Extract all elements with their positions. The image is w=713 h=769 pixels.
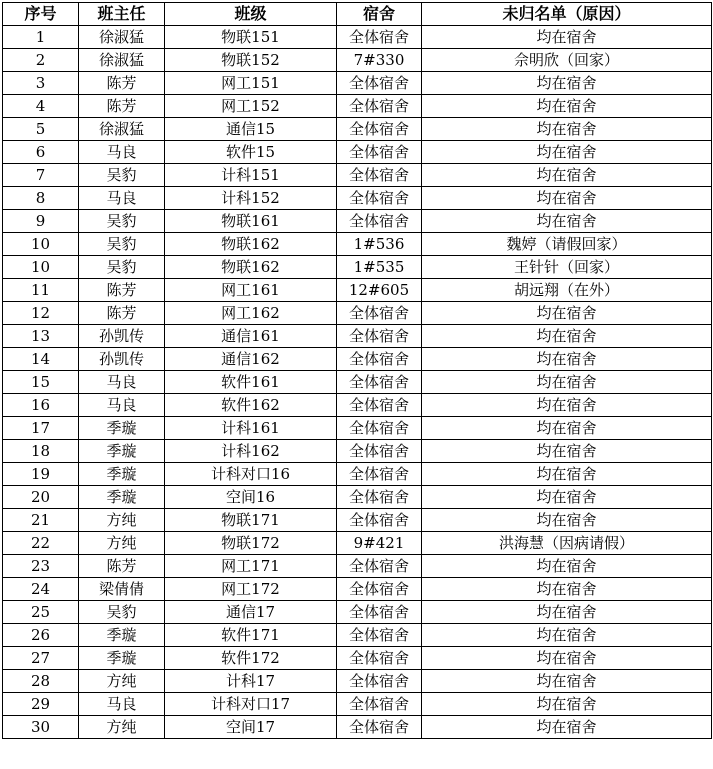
cell-head-teacher: 季璇	[79, 486, 165, 509]
table-row	[3, 417, 712, 440]
cell-absent-reason: 均在宿舍	[422, 394, 712, 417]
cell-index: 9	[3, 210, 79, 233]
cell-class: 计科151	[165, 164, 337, 187]
cell-class: 计科162	[165, 440, 337, 463]
cell-index: 28	[3, 670, 79, 693]
cell-dorm: 全体宿舍	[337, 118, 422, 141]
cell-head-teacher: 吴豹	[79, 210, 165, 233]
cell-absent-reason: 均在宿舍	[422, 141, 712, 164]
cell-index: 20	[3, 486, 79, 509]
cell-dorm: 全体宿舍	[337, 187, 422, 210]
cell-head-teacher: 马良	[79, 141, 165, 164]
cell-dorm: 1#536	[337, 233, 422, 256]
cell-head-teacher: 方纯	[79, 716, 165, 739]
cell-index: 4	[3, 95, 79, 118]
cell-index: 17	[3, 417, 79, 440]
cell-dorm: 全体宿舍	[337, 371, 422, 394]
cell-class: 网工151	[165, 72, 337, 95]
cell-index: 10	[3, 256, 79, 279]
cell-absent-reason: 均在宿舍	[422, 164, 712, 187]
cell-class: 软件15	[165, 141, 337, 164]
header-absent-list: 未归名单（原因）	[422, 3, 712, 26]
cell-absent-reason: 均在宿舍	[422, 463, 712, 486]
cell-head-teacher: 季璇	[79, 440, 165, 463]
table-row	[3, 624, 712, 647]
cell-absent-reason: 魏婷（请假回家）	[422, 233, 712, 256]
cell-class: 物联151	[165, 26, 337, 49]
table-body	[3, 26, 712, 739]
cell-index: 5	[3, 118, 79, 141]
cell-class: 软件171	[165, 624, 337, 647]
cell-class: 通信15	[165, 118, 337, 141]
cell-head-teacher: 陈芳	[79, 302, 165, 325]
cell-absent-reason: 均在宿舍	[422, 187, 712, 210]
cell-absent-reason: 均在宿舍	[422, 118, 712, 141]
table-row	[3, 578, 712, 601]
cell-head-teacher: 方纯	[79, 532, 165, 555]
cell-absent-reason: 均在宿舍	[422, 348, 712, 371]
cell-class: 网工152	[165, 95, 337, 118]
cell-dorm: 全体宿舍	[337, 72, 422, 95]
cell-dorm: 全体宿舍	[337, 486, 422, 509]
cell-class: 空间17	[165, 716, 337, 739]
cell-dorm: 7#330	[337, 49, 422, 72]
cell-class: 通信17	[165, 601, 337, 624]
cell-head-teacher: 方纯	[79, 670, 165, 693]
cell-absent-reason: 均在宿舍	[422, 325, 712, 348]
table-row	[3, 716, 712, 739]
cell-class: 软件161	[165, 371, 337, 394]
cell-head-teacher: 孙凯传	[79, 348, 165, 371]
cell-head-teacher: 马良	[79, 187, 165, 210]
table-row	[3, 256, 712, 279]
cell-dorm: 全体宿舍	[337, 670, 422, 693]
table-row	[3, 670, 712, 693]
cell-head-teacher: 陈芳	[79, 555, 165, 578]
cell-head-teacher: 方纯	[79, 509, 165, 532]
cell-index: 24	[3, 578, 79, 601]
cell-dorm: 全体宿舍	[337, 26, 422, 49]
cell-index: 26	[3, 624, 79, 647]
cell-absent-reason: 佘明欣（回家）	[422, 49, 712, 72]
cell-dorm: 全体宿舍	[337, 624, 422, 647]
table-row	[3, 26, 712, 49]
cell-absent-reason: 均在宿舍	[422, 509, 712, 532]
cell-head-teacher: 季璇	[79, 463, 165, 486]
cell-dorm: 全体宿舍	[337, 716, 422, 739]
table-row	[3, 371, 712, 394]
cell-head-teacher: 吴豹	[79, 233, 165, 256]
cell-dorm: 全体宿舍	[337, 647, 422, 670]
table-row	[3, 348, 712, 371]
table-row	[3, 647, 712, 670]
cell-head-teacher: 徐淑猛	[79, 26, 165, 49]
cell-dorm: 全体宿舍	[337, 95, 422, 118]
cell-class: 计科152	[165, 187, 337, 210]
cell-dorm: 12#605	[337, 279, 422, 302]
dorm-roster-table	[2, 2, 712, 739]
cell-class: 通信161	[165, 325, 337, 348]
cell-absent-reason: 均在宿舍	[422, 210, 712, 233]
cell-absent-reason: 均在宿舍	[422, 72, 712, 95]
table-row	[3, 394, 712, 417]
cell-dorm: 全体宿舍	[337, 210, 422, 233]
cell-index: 21	[3, 509, 79, 532]
cell-absent-reason: 均在宿舍	[422, 647, 712, 670]
cell-index: 2	[3, 49, 79, 72]
cell-dorm: 全体宿舍	[337, 417, 422, 440]
cell-class: 物联161	[165, 210, 337, 233]
table-row	[3, 555, 712, 578]
cell-index: 7	[3, 164, 79, 187]
header-class: 班级	[165, 3, 337, 26]
cell-dorm: 全体宿舍	[337, 348, 422, 371]
cell-head-teacher: 徐淑猛	[79, 118, 165, 141]
cell-class: 网工161	[165, 279, 337, 302]
table-row	[3, 509, 712, 532]
cell-absent-reason: 均在宿舍	[422, 693, 712, 716]
cell-absent-reason: 王针针（回家）	[422, 256, 712, 279]
cell-head-teacher: 陈芳	[79, 95, 165, 118]
header-index: 序号	[3, 3, 79, 26]
cell-head-teacher: 梁倩倩	[79, 578, 165, 601]
cell-class: 空间16	[165, 486, 337, 509]
cell-dorm: 全体宿舍	[337, 601, 422, 624]
cell-index: 3	[3, 72, 79, 95]
cell-index: 16	[3, 394, 79, 417]
table-row	[3, 72, 712, 95]
header-row	[3, 3, 712, 26]
cell-absent-reason: 均在宿舍	[422, 624, 712, 647]
cell-head-teacher: 马良	[79, 693, 165, 716]
cell-dorm: 全体宿舍	[337, 555, 422, 578]
cell-index: 25	[3, 601, 79, 624]
cell-head-teacher: 马良	[79, 371, 165, 394]
table-row	[3, 187, 712, 210]
table-row	[3, 486, 712, 509]
table-row	[3, 601, 712, 624]
cell-dorm: 全体宿舍	[337, 141, 422, 164]
cell-head-teacher: 吴豹	[79, 164, 165, 187]
cell-dorm: 全体宿舍	[337, 302, 422, 325]
cell-absent-reason: 洪海慧（因病请假）	[422, 532, 712, 555]
cell-index: 18	[3, 440, 79, 463]
cell-absent-reason: 均在宿舍	[422, 26, 712, 49]
cell-index: 30	[3, 716, 79, 739]
cell-head-teacher: 吴豹	[79, 601, 165, 624]
cell-absent-reason: 均在宿舍	[422, 486, 712, 509]
cell-index: 8	[3, 187, 79, 210]
header-head-teacher: 班主任	[79, 3, 165, 26]
cell-dorm: 全体宿舍	[337, 325, 422, 348]
table-row	[3, 233, 712, 256]
cell-dorm: 全体宿舍	[337, 440, 422, 463]
cell-class: 软件172	[165, 647, 337, 670]
cell-class: 物联171	[165, 509, 337, 532]
table-row	[3, 210, 712, 233]
cell-head-teacher: 孙凯传	[79, 325, 165, 348]
cell-head-teacher: 陈芳	[79, 72, 165, 95]
cell-head-teacher: 陈芳	[79, 279, 165, 302]
cell-class: 网工172	[165, 578, 337, 601]
table-row	[3, 164, 712, 187]
cell-class: 物联162	[165, 233, 337, 256]
cell-absent-reason: 均在宿舍	[422, 716, 712, 739]
cell-absent-reason: 均在宿舍	[422, 95, 712, 118]
cell-index: 14	[3, 348, 79, 371]
cell-class: 物联152	[165, 49, 337, 72]
cell-absent-reason: 均在宿舍	[422, 371, 712, 394]
cell-absent-reason: 均在宿舍	[422, 417, 712, 440]
cell-head-teacher: 马良	[79, 394, 165, 417]
table-row	[3, 141, 712, 164]
cell-absent-reason: 均在宿舍	[422, 440, 712, 463]
cell-class: 计科161	[165, 417, 337, 440]
cell-head-teacher: 徐淑猛	[79, 49, 165, 72]
cell-dorm: 全体宿舍	[337, 394, 422, 417]
table-row	[3, 118, 712, 141]
cell-index: 1	[3, 26, 79, 49]
table-row	[3, 279, 712, 302]
cell-head-teacher: 吴豹	[79, 256, 165, 279]
table-row	[3, 440, 712, 463]
cell-class: 物联172	[165, 532, 337, 555]
cell-dorm: 全体宿舍	[337, 578, 422, 601]
cell-dorm: 全体宿舍	[337, 509, 422, 532]
cell-dorm: 全体宿舍	[337, 463, 422, 486]
cell-absent-reason: 均在宿舍	[422, 601, 712, 624]
cell-dorm: 1#535	[337, 256, 422, 279]
cell-index: 27	[3, 647, 79, 670]
cell-head-teacher: 季璇	[79, 624, 165, 647]
cell-index: 19	[3, 463, 79, 486]
cell-index: 10	[3, 233, 79, 256]
cell-class: 软件162	[165, 394, 337, 417]
cell-absent-reason: 均在宿舍	[422, 302, 712, 325]
cell-class: 计科17	[165, 670, 337, 693]
cell-index: 6	[3, 141, 79, 164]
table-row	[3, 49, 712, 72]
table-row	[3, 302, 712, 325]
cell-absent-reason: 胡远翔（在外）	[422, 279, 712, 302]
table-row	[3, 693, 712, 716]
cell-index: 23	[3, 555, 79, 578]
cell-index: 12	[3, 302, 79, 325]
cell-absent-reason: 均在宿舍	[422, 578, 712, 601]
cell-index: 22	[3, 532, 79, 555]
cell-head-teacher: 季璇	[79, 647, 165, 670]
table-row	[3, 532, 712, 555]
cell-dorm: 9#421	[337, 532, 422, 555]
cell-dorm: 全体宿舍	[337, 693, 422, 716]
cell-dorm: 全体宿舍	[337, 164, 422, 187]
cell-index: 11	[3, 279, 79, 302]
cell-head-teacher: 季璇	[79, 417, 165, 440]
cell-absent-reason: 均在宿舍	[422, 555, 712, 578]
cell-class: 通信162	[165, 348, 337, 371]
cell-index: 13	[3, 325, 79, 348]
cell-class: 物联162	[165, 256, 337, 279]
cell-index: 15	[3, 371, 79, 394]
cell-absent-reason: 均在宿舍	[422, 670, 712, 693]
cell-class: 网工171	[165, 555, 337, 578]
table-row	[3, 463, 712, 486]
header-dorm: 宿舍	[337, 3, 422, 26]
cell-class: 计科对口16	[165, 463, 337, 486]
cell-index: 29	[3, 693, 79, 716]
cell-class: 计科对口17	[165, 693, 337, 716]
table-row	[3, 95, 712, 118]
cell-class: 网工162	[165, 302, 337, 325]
table-row	[3, 325, 712, 348]
